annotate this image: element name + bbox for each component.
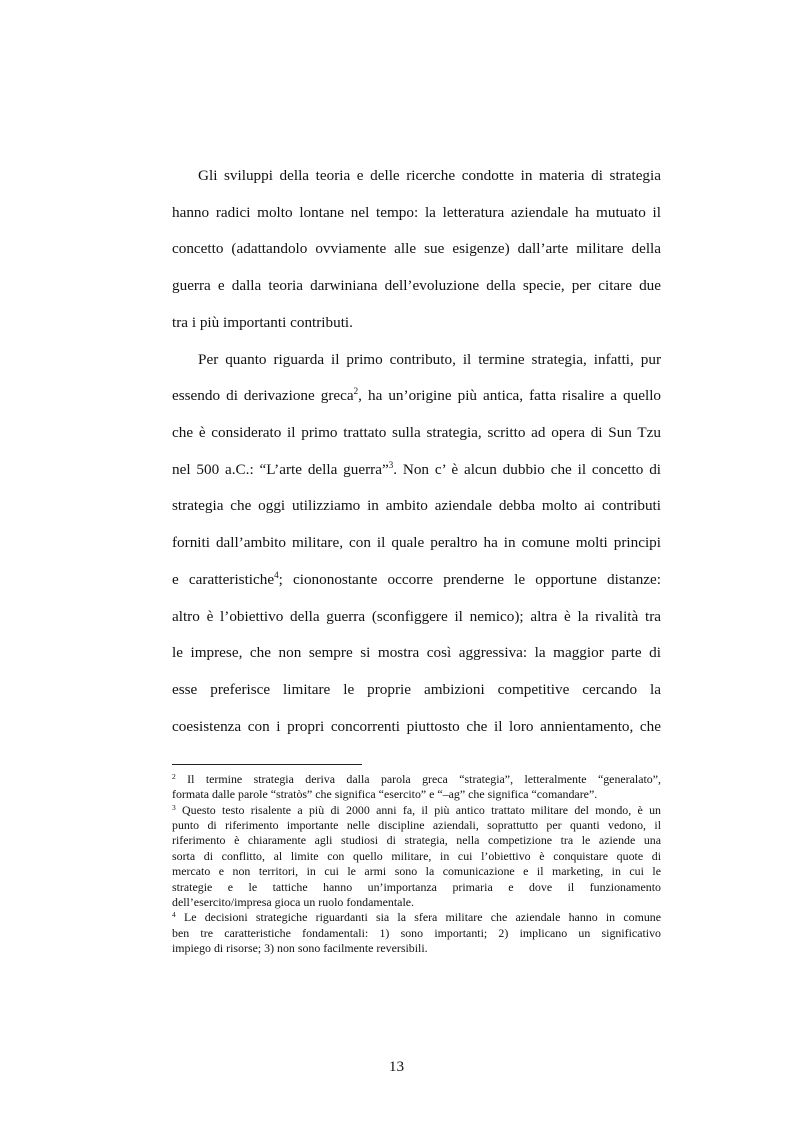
body-line: che è considerato il primo trattato sulla strategia, scritto ad opera di Sun Tzu: [172, 424, 661, 441]
body-line: concetto (adattandolo ovviamente alle sue esigenze) dall’arte militare della: [172, 240, 661, 257]
body-line: coesistenza con i propri concorrenti piuttosto che il loro annientamento, che: [172, 718, 661, 735]
footnote-line: mercato e non territori, in cui le armi sono la comunicazione e il marketing, in cui le: [172, 864, 661, 878]
footnote-separator: [172, 764, 362, 765]
footnote-line: impiego di risorse; 3) non sono facilmente reversibili.: [172, 941, 428, 955]
footnote-number-2: 2: [172, 772, 176, 781]
body-text: nel 500 a.C.: “L’arte della guerra”: [172, 461, 389, 478]
body-text: . Non c’ è alcun dubbio che il concetto di: [393, 461, 662, 478]
body-line: hanno radici molto lontane nel tempo: la letteratura aziendale ha mutuato il: [172, 204, 661, 221]
footnote-4: [172, 910, 661, 924]
body-text: essendo di derivazione greca: [172, 387, 354, 404]
body-line: altro è l’obiettivo della guerra (sconfiggere il nemico); altra è la rivalità tra: [172, 608, 661, 625]
body-line: [172, 387, 661, 405]
body-line: Per quanto riguarda il primo contributo, il termine strategia, infatti, pur: [198, 351, 661, 368]
page-number: 13: [388, 1058, 405, 1075]
footnote-text: Le decisioni strategiche riguardanti sia la sfera militare che aziendale hanno in comune: [175, 910, 661, 924]
body-line: guerra e dalla teoria darwiniana dell’evoluzione della specie, per citare due: [172, 277, 661, 294]
body-line: esse preferisce limitare le proprie ambizioni competitive cercando la: [172, 681, 661, 698]
footnote-text: Il termine strategia deriva dalla parola greca “strategia”, letteralmente “generalato”,: [175, 772, 661, 786]
footnote-number-3: 3: [172, 803, 176, 812]
footnote-3: [172, 803, 661, 817]
footnote-2: [172, 772, 661, 786]
footnote-line: sorta di conflitto, al limite con quello militare, in cui l’obiettivo è conquistare quote di: [172, 849, 661, 863]
body-line: [172, 461, 661, 479]
footnote-text: Questo testo risalente a più di 2000 anni fa, il più antico trattato militare del mondo, è un: [175, 803, 661, 817]
footnote-line: strategie e le tattiche hanno un’importanza primaria e dove il funzionamento: [172, 880, 661, 894]
body-line: le imprese, che non sempre si mostra così aggressiva: la maggior parte di: [172, 644, 661, 661]
footnote-number-4: 4: [172, 910, 176, 919]
body-line: tra i più importanti contributi.: [172, 314, 353, 331]
footnote-line: dell’esercito/impresa gioca un ruolo fondamentale.: [172, 895, 415, 909]
footnote-ref-3[interactable]: 3: [388, 460, 394, 470]
footnote-line: formata dalle parole “stratòs” che significa “esercito” e “–ag” che significa “comandare”.: [172, 787, 598, 801]
body-text: ; ciononostante occorre prenderne le opportune distanze:: [278, 571, 661, 588]
footnote-line: ben tre caratteristiche fondamentali: 1) sono importanti; 2) implicano un significativo: [172, 926, 661, 940]
body-line: forniti dall’ambito militare, con il quale peraltro ha in comune molti principi: [172, 534, 661, 551]
footnote-ref-4[interactable]: 4: [274, 570, 279, 580]
body-text: , ha un’origine più antica, fatta risalire a quello: [358, 387, 662, 404]
body-line: strategia che oggi utilizziamo in ambito aziendale debba molto ai contributi: [172, 497, 661, 514]
footnote-line: punto di riferimento importante nelle discipline aziendali, soprattutto per quanti vedono, il: [172, 818, 661, 832]
body-line: Gli sviluppi della teoria e delle ricerche condotte in materia di strategia: [198, 167, 661, 184]
body-text: e caratteristiche: [172, 571, 275, 588]
body-line: [172, 571, 661, 589]
footnote-line: riferimento è chiaramente agli studiosi di strategia, nella competizione tra le aziende una: [172, 833, 661, 847]
footnote-ref-2[interactable]: 2: [353, 386, 359, 396]
